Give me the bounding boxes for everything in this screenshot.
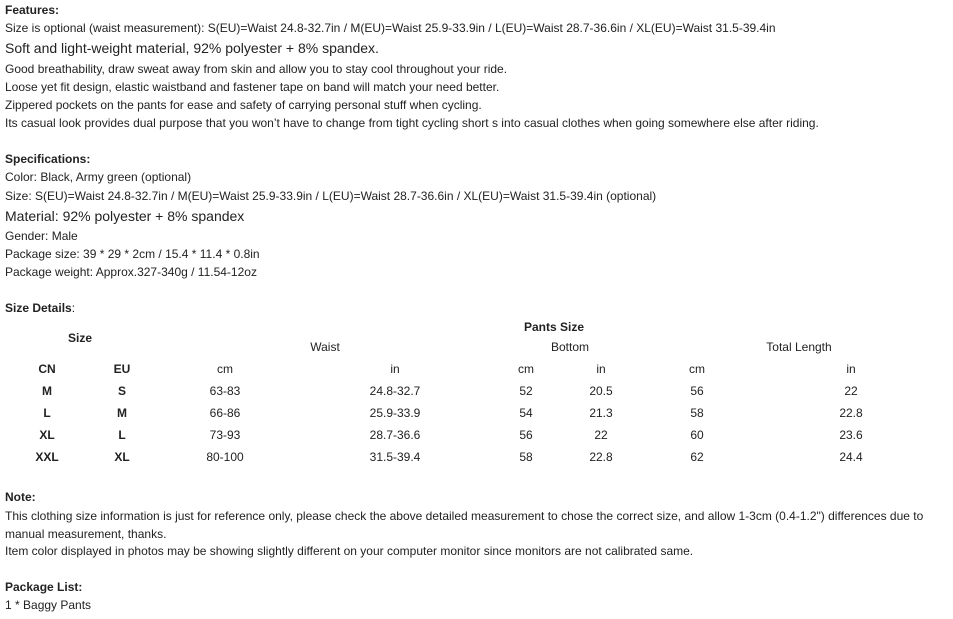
feature-line: Soft and light-weight material, 92% polyester + 8% spandex.	[5, 40, 379, 56]
table-cell: 63-83	[209, 384, 241, 398]
feature-line: Size is optional (waist measurement): S(EU)=Waist 24.8-32.7in / M(EU)=Waist 25.9-33.9in / L(EU)=Waist 28.7-36.6in / XL(EU)=Waist 31.5-39.4in	[5, 21, 776, 35]
note-heading: Note:	[5, 490, 36, 504]
size-details-colon: :	[71, 301, 76, 315]
table-row	[5, 380, 953, 402]
total-length-header: Total Length	[766, 340, 832, 354]
spec-size: Size: S(EU)=Waist 24.8-32.7in / M(EU)=Waist 25.9-33.9in / L(EU)=Waist 28.7-36.6in / XL(EU)=Waist 31.5-39.4in (optional)	[5, 189, 657, 203]
table-cell: L	[118, 428, 126, 442]
units-row	[5, 358, 953, 380]
table-cell: 54	[519, 406, 533, 420]
column-header: cm	[518, 362, 534, 376]
table-cell: 62	[690, 450, 704, 464]
table-cell: 58	[519, 450, 533, 464]
features-heading: Features:	[5, 3, 60, 17]
table-cell: 28.7-36.6	[369, 428, 421, 442]
table-cell: 23.6	[839, 428, 863, 442]
size-details-title: Size Details	[5, 301, 72, 315]
table-row	[5, 402, 953, 424]
table-cell: 22	[844, 384, 858, 398]
table-row	[5, 446, 953, 468]
table-cell: 25.9-33.9	[369, 406, 421, 420]
table-cell: 58	[690, 406, 704, 420]
table-cell: M	[117, 406, 127, 420]
spec-material: Material: 92% polyester + 8% spandex	[5, 208, 245, 224]
table-cell: XL	[114, 450, 130, 464]
package-list-heading: Package List:	[5, 580, 83, 594]
table-cell: 20.5	[589, 384, 613, 398]
feature-line: Zippered pockets on the pants for ease and safety of carrying personal stuff when cycling.	[5, 98, 482, 112]
table-cell: 80-100	[206, 450, 244, 464]
specifications-heading: Specifications:	[5, 152, 91, 166]
spec-color: Color: Black, Army green (optional)	[5, 170, 192, 184]
table-cell: 56	[519, 428, 533, 442]
spec-package-size: Package size: 39 * 29 * 2cm / 15.4 * 11.4 * 0.8in	[5, 247, 260, 261]
table-cell: S	[117, 384, 126, 398]
table-cell: 31.5-39.4	[369, 450, 421, 464]
size-details-heading	[5, 300, 75, 316]
feature-line: Loose yet fit design, elastic waistband and fastener tape on band will match your need better.	[5, 80, 500, 94]
table-cell: 73-93	[209, 428, 241, 442]
table-cell: L	[43, 406, 51, 420]
table-cell: XXL	[35, 450, 59, 464]
spec-gender: Gender: Male	[5, 229, 78, 243]
table-cell: 21.3	[589, 406, 613, 420]
table-cell: 24.8-32.7	[369, 384, 421, 398]
note-text-2: Item color displayed in photos may be showing slightly different on your computer monitor since monitors are not calibrated same.	[5, 544, 694, 558]
table-cell: XL	[39, 428, 55, 442]
table-cell: 22	[594, 428, 608, 442]
table-cell: 24.4	[839, 450, 863, 464]
size-table	[5, 318, 953, 468]
column-header: in	[596, 362, 606, 376]
waist-header: Waist	[310, 340, 340, 354]
feature-line: Its casual look provides dual purpose that you won’t have to change from tight cycling short s into casual clothes when going somewhere else after riding.	[5, 116, 819, 130]
spec-package-weight: Package weight: Approx.327-340g / 11.54-12oz	[5, 265, 257, 279]
table-cell: 60	[690, 428, 704, 442]
pants-size-header: Pants Size	[523, 320, 585, 334]
table-cell: 22.8	[839, 406, 863, 420]
bottom-header: Bottom	[550, 340, 589, 354]
column-header: cm	[217, 362, 233, 376]
note-text-1: This clothing size information is just for reference only, please check the above detailed measurement to chose the correct size, and allow 1-3cm (0.4-1.2") differences due to manual measurement, thanks.	[5, 509, 924, 541]
package-list-item: 1 * Baggy Pants	[5, 598, 92, 612]
column-header: cm	[689, 362, 705, 376]
column-header: in	[390, 362, 400, 376]
size-header: Size	[67, 331, 92, 345]
column-header: EU	[113, 362, 131, 376]
table-row	[5, 424, 953, 446]
table-cell: M	[42, 384, 52, 398]
table-cell: 66-86	[209, 406, 241, 420]
feature-line: Good breathability, draw sweat away from skin and allow you to stay cool throughout your ride.	[5, 62, 508, 76]
column-header: CN	[38, 362, 56, 376]
table-cell: 52	[519, 384, 533, 398]
table-cell: 22.8	[589, 450, 613, 464]
table-cell: 56	[690, 384, 704, 398]
column-header: in	[846, 362, 856, 376]
